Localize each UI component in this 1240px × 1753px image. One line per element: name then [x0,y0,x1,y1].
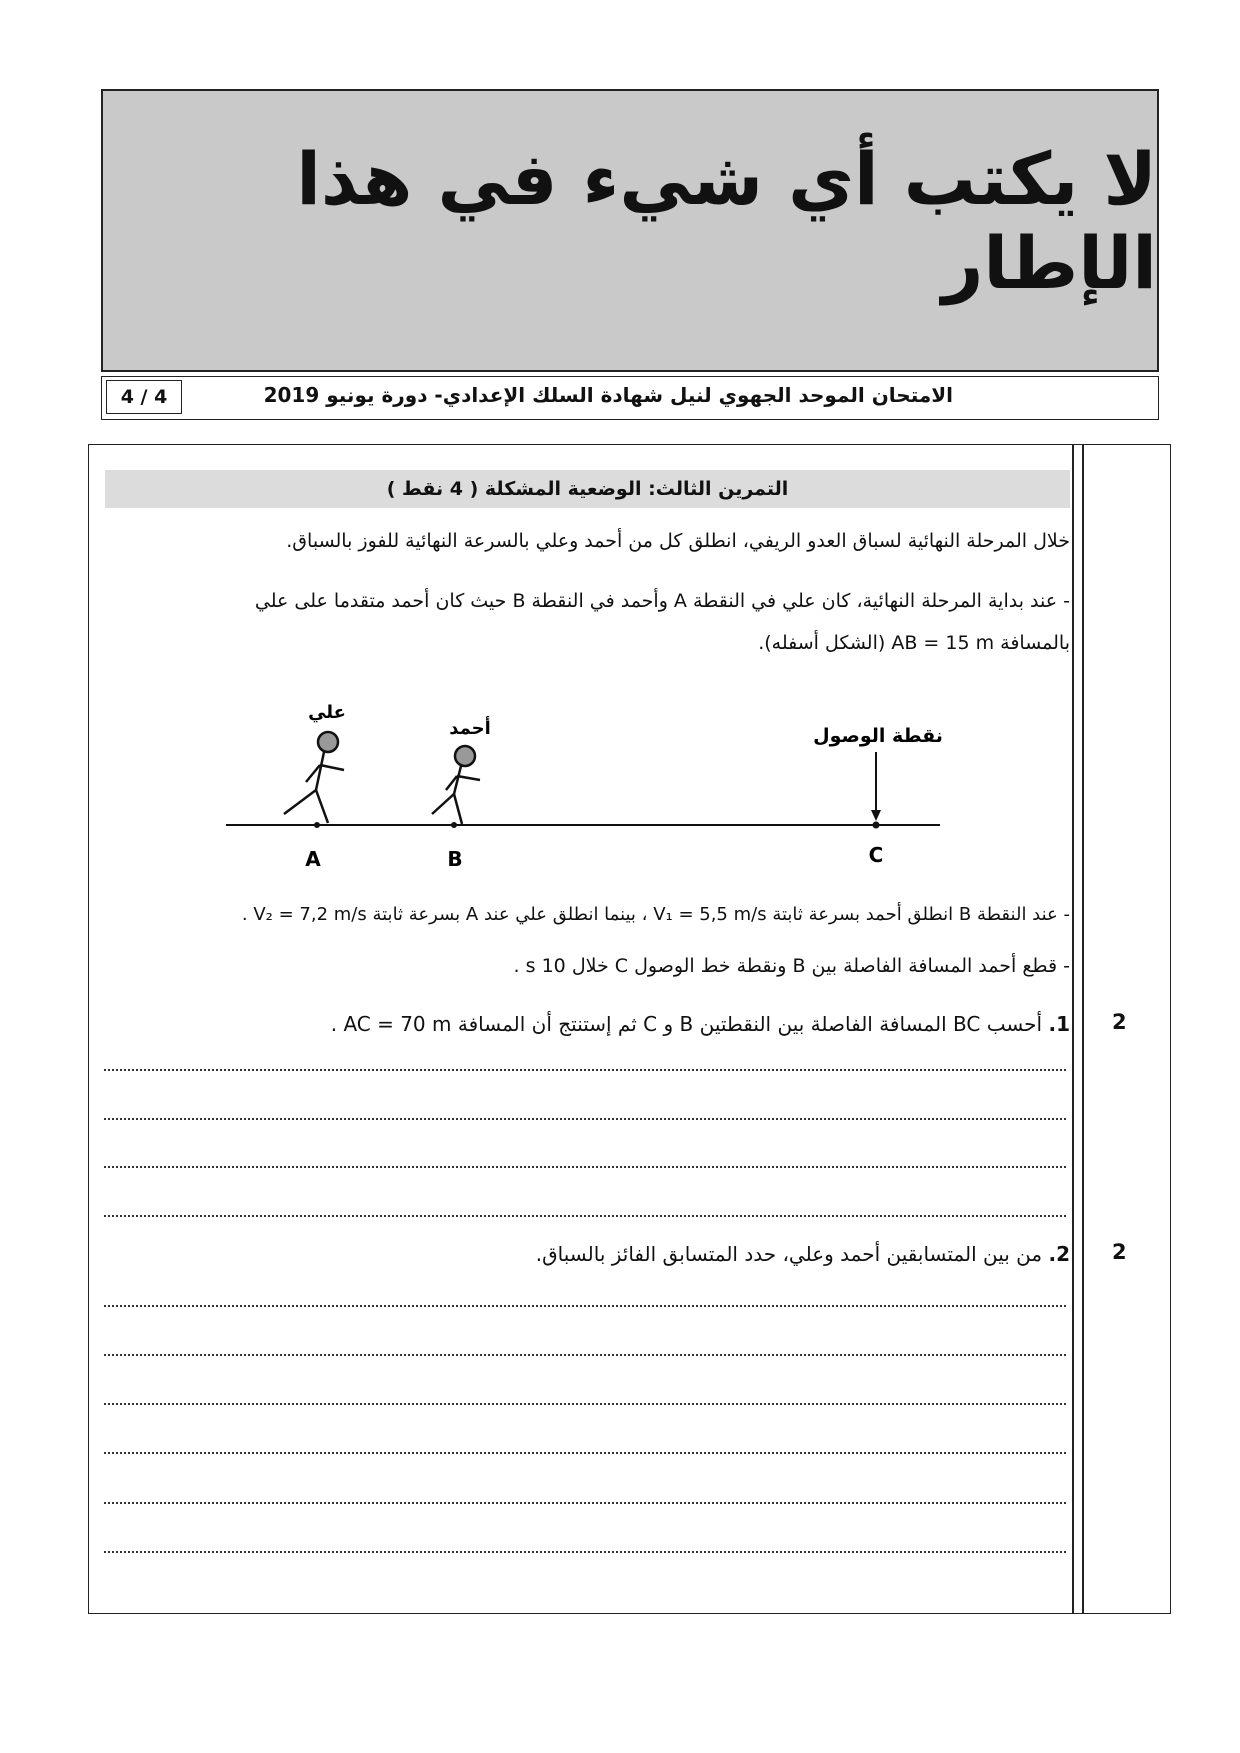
points-column-divider-outer [1082,444,1084,1614]
point-b-dot [451,822,457,828]
race-figure [200,690,980,890]
finish-arrowhead [871,810,881,821]
answer-line[interactable] [104,1403,1066,1405]
label-point-c: C [868,843,884,867]
points-column-divider [1072,444,1074,1614]
exam-header [101,376,1159,420]
question-2-text: من بين المتسابقين أحمد وعلي، حدد المتسابق الفائز بالسباق. [535,1242,1043,1266]
question-1-text: أحسب BC المسافة الفاصلة بين النقطتين B و C ثم إستنتج أن المسافة AC = 70 m . [330,1012,1043,1036]
question-1-number: 1. [1048,1012,1070,1036]
answer-line[interactable] [104,1502,1066,1504]
answer-line[interactable] [104,1069,1066,1071]
question-1-points: 2 [1112,1010,1127,1034]
exam-title: الامتحان الموحد الجهوي لنيل شهادة السلك الإعدادي- دورة يونيو 2019 [263,383,953,407]
question-2-number: 2. [1048,1242,1070,1266]
point-a-dot [314,822,320,828]
exercise-title: التمرين الثالث: الوضعية المشكلة ( 4 نقط ) [105,470,1070,508]
exercise-line-1: - عند بداية المرحلة النهائية، كان علي في النقطة A وأحمد في النقطة B حيث كان أحمد متقدما على علي [254,590,1070,612]
label-ali: علي [308,702,346,723]
label-point-a: A [305,847,321,871]
exercise-line-4: - قطع أحمد المسافة الفاصلة بين B ونقطة خط الوصول C خلال 10 s . [513,955,1070,977]
point-c-dot [873,822,880,829]
answer-line[interactable] [104,1166,1066,1168]
label-ahmed: أحمد [449,718,491,739]
answer-line[interactable] [104,1354,1066,1356]
question-1 [331,1012,1070,1036]
page-number: 4 / 4 [106,380,182,414]
label-point-b: B [447,847,463,871]
question-2-points: 2 [1112,1240,1127,1264]
answer-line[interactable] [104,1118,1066,1120]
do-not-write-banner [101,89,1159,372]
answer-line[interactable] [104,1551,1066,1553]
exercise-line-2: بالمسافة AB = 15 m (الشكل أسفله). [758,632,1070,654]
question-2 [536,1242,1070,1266]
answer-line[interactable] [104,1215,1066,1217]
exercise-intro: خلال المرحلة النهائية لسباق العدو الريفي، انطلق كل من أحمد وعلي بالسرعة النهائية للفوز بالسباق. [286,530,1070,552]
answer-line[interactable] [104,1452,1066,1454]
runner-ali [284,732,344,823]
label-finish: نقطة الوصول [813,725,943,747]
runner-ahmed [432,746,480,824]
exercise-line-3: - عند النقطة B انطلق أحمد بسرعة ثابتة V₁ = 5,5 m/s ، بينما انطلق علي عند A بسرعة ثابتة V₂ = 7,2 m/s . [241,904,1070,925]
banner-text: لا يكتب أي شيء في هذا الإطار [296,136,1157,305]
answer-line[interactable] [104,1305,1066,1307]
